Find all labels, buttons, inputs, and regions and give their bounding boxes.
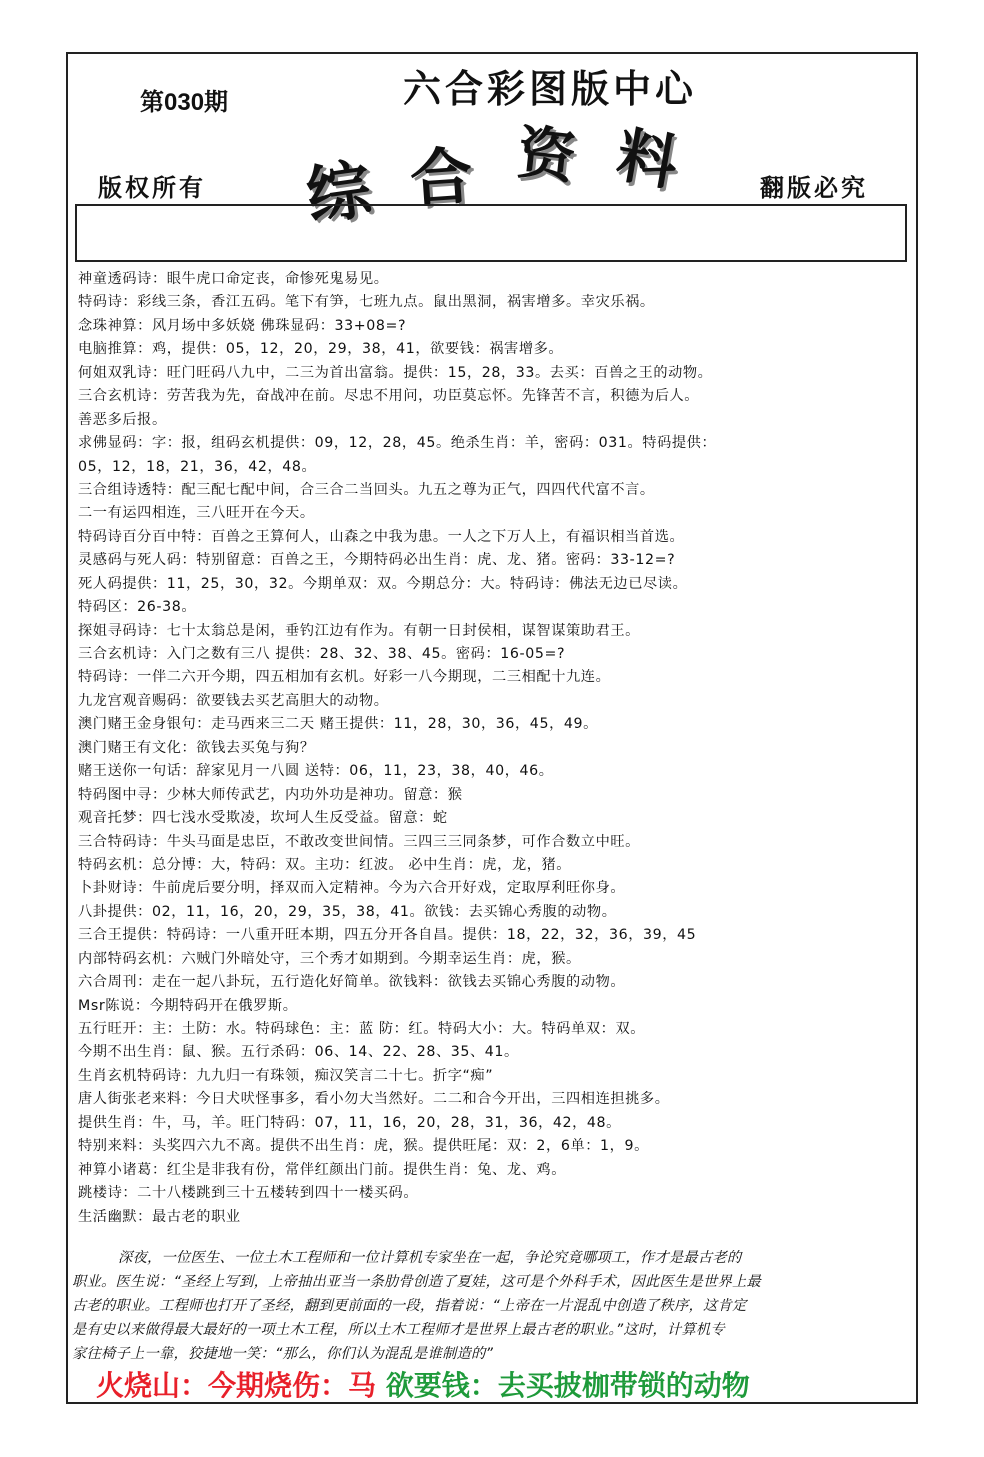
content-line: 特码诗百分百中特：百兽之王算何人，山森之中我为患。一人之下万人上，有福识相当首选。 (78, 528, 685, 545)
content-line: 神童透码诗：眼牛虎口命定丧，命惨死鬼易见。 (78, 271, 389, 287)
story-line: 是有史以来做得最大最好的一项土木工程，所以土木工程师才是世界上最古老的职业。”这时，计算机专 (72, 1322, 725, 1338)
content-line: 特码诗：一伴二六开今期，四五相加有玄机。好彩一八今期现，二三相配十九连。 (78, 669, 611, 686)
content-line: 八卦提供：02，11，16，20，29，35，38，41。欲钱：去买锦心秀腹的动物。 (78, 903, 617, 920)
content-lines (78, 268, 910, 1229)
content-line: 澳门赌王有文化：欲钱去买兔与狗？ (78, 739, 315, 756)
content-line: 死人码提供：11，25，30，32。今期单双：双。今期总分：大。特码诗：佛法无边已尽读。 (78, 575, 688, 592)
story-line: 深夜，一位医生、一位土木工程师和一位计算机专家坐在一起，争论究竟哪项工，作才是最古老的 (118, 1250, 742, 1266)
center-title: 六合彩图版中心 (402, 66, 697, 111)
footer-fire-text: 火烧山：今期烧伤：马 (96, 1369, 377, 1402)
blank-banner-box (75, 204, 907, 262)
content-line: 五行旺开：主：土防：水。特码球色：主：蓝 防：红。特码大小：大。特码单双：双。 (78, 1021, 646, 1037)
main-title-char: 合 (407, 138, 475, 217)
content-line: 提供生肖：牛，马，羊。旺门特码：07，11，16，20，28，31，36，42，48。 (78, 1114, 621, 1131)
content-line: 特码图中寻：少林大师传武艺，内功外功是神功。留意：猴 (78, 786, 463, 803)
content-line: 观音托梦：四七浅水受欺凌，坎坷人生反受益。留意：蛇 (78, 810, 448, 827)
content-line: 澳门赌王金身银句：走马西来三二天 赌王提供：11，28，30，36，45，49。 (78, 716, 598, 733)
content-line: 特码诗：彩线三条，香江五码。笔下有笋，七班九点。鼠出黑洞，祸害增多。幸灾乐祸。 (78, 294, 655, 311)
content-line: 三合玄机诗：劳苦我为先，奋战冲在前。尽忠不用问，功臣莫忘怀。先锋苦不言，积德为后人。 (78, 388, 700, 405)
issue-number: 第030期 (140, 89, 229, 116)
content-line: 卜卦财诗：牛前虎后要分明，择双而入定精神。今为六合开好戏，定取厚利旺你身。 (78, 880, 626, 897)
footer-money-text: 欲要钱：去买披枷带锁的动物 (385, 1369, 750, 1402)
content-line: 特码玄机：总分博：大，特码：双。主功：红波。 必中生肖：虎，龙，猪。 (78, 856, 572, 873)
content-line: 六合周刊：走在一起八卦玩，五行造化好简单。欲钱料：欲钱去买锦心秀腹的动物。 (78, 974, 626, 991)
content-line: 特别来料：头奖四六九不离。提供不出生肖：虎，猴。提供旺尾：双：2，6单：1，9。 (78, 1138, 649, 1155)
content-line: 善恶多后报。 (78, 411, 167, 428)
content-line: 何姐双乳诗：旺门旺码八九中，二三为首出富翁。提供：15，28，33。去买：百兽之王的动物。 (78, 364, 713, 381)
content-line: Msr陈说：今期特码开在俄罗斯。 (78, 997, 298, 1014)
story-line: 职业。医生说：“圣经上写到，上帝抽出亚当一条肋骨创造了夏娃，这可是个外科手术，因此医生是世界上最 (72, 1274, 761, 1290)
content-line: 三合组诗透特：配三配七配中间，合三合二当回头。九五之尊为正气，四四代代富不言。 (78, 481, 655, 498)
content-line: 特码区：26-38。 (78, 599, 197, 616)
humor-story (72, 1246, 912, 1366)
content-line: 神算小诸葛：红尘是非我有份，常伴红颜出门前。提供生肖：兔、龙、鸡。 (78, 1161, 566, 1178)
content-line: 灵感码与死人码：特别留意：百兽之王，今期特码必出生肖：虎、龙、猪。密码：33-12=? (78, 552, 676, 569)
content-line: 求佛显码：字：报，组码玄机提供：09，12，28，45。绝杀生肖：羊，密码：031。特码提供： (78, 435, 717, 452)
content-line: 唐人街张老来料：今日犬吠怪事多，看小勿大当然好。二二和合今开出，三四相连担挑多。 (78, 1091, 670, 1108)
content-line: 探姐寻码诗：七十太翁总是闲，垂钓江边有作为。有朝一日封侯相，谋智谋策助君王。 (78, 622, 640, 639)
content-line: 电脑推算：鸡，提供：05，12，20，29，38，41，欲要钱：祸害增多。 (78, 341, 564, 358)
footer-banner (96, 1364, 896, 1404)
main-title-char: 料 (611, 120, 683, 200)
story-line: 家往椅子上一靠，狡捷地一笑：“那么，你们认为混乱是谁制造的” (72, 1346, 494, 1362)
no-copy-label: 翻版必究 (760, 173, 868, 202)
content-line: 念珠神算：风月场中多妖娆 佛珠显码：33+08=? (78, 317, 407, 334)
copyright-label: 版权所有 (98, 173, 206, 202)
content-line: 05，12，18，21，36，42，48。 (78, 458, 317, 475)
content-line: 跳楼诗：二十八楼跳到三十五楼转到四十一楼买码。 (78, 1185, 419, 1202)
content-line: 二一有运四相连，三八旺开在今天。 (78, 505, 315, 522)
content-line: 三合玄机诗：入门之数有三八 提供：28、32、38、45。密码：16-05=? (78, 646, 566, 662)
story-line: 古老的职业。工程师也打开了圣经，翻到更前面的一段，指着说：“上帝在一片混乱中创造了秩序，这肯定 (72, 1298, 747, 1314)
content-line: 九龙宫观音赐码：欲要钱去买艺高胆大的动物。 (78, 692, 389, 709)
main-title (300, 108, 720, 236)
main-title-char: 综 (301, 151, 376, 236)
main-title-char: 资 (514, 118, 579, 192)
content-line: 赌王送你一句话：辞家见月一八圆 送特：06，11，23，38，40，46。 (78, 763, 554, 780)
content-line: 三合特码诗：牛头马面是忠臣，不敢改变世间情。三四三三同条梦，可作合数立中旺。 (78, 833, 640, 850)
content-line: 今期不出生肖：鼠、猴。五行杀码：06、14、22、28、35、41。 (78, 1044, 519, 1061)
content-line: 生肖玄机特码诗：九九归一有珠领，痴汉笑言二十七。折字“痴” (78, 1067, 494, 1084)
content-line: 生活幽默：最古老的职业 (78, 1208, 241, 1225)
content-line: 内部特码玄机：六贼门外暗处守，三个秀才如期到。今期幸运生肖：虎，猴。 (78, 950, 581, 967)
content-line: 三合王提供：特码诗：一八重开旺本期，四五分开各自昌。提供：18，22，32，36，39，45 (78, 927, 697, 944)
